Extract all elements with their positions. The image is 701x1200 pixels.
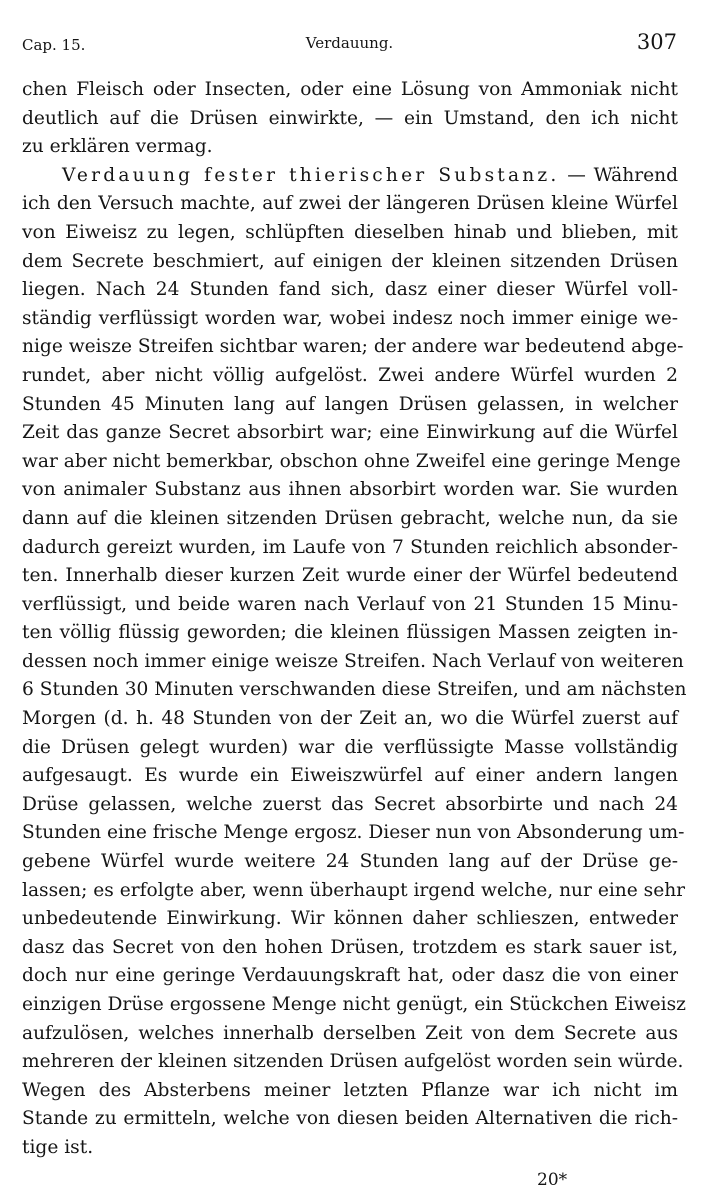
text-line: rundet, aber nicht völlig aufgelöst. Zwei andere Würfel wurden 2 <box>22 364 678 386</box>
section-heading-rest: — Während <box>559 164 678 186</box>
text-line: tige ist. <box>22 1136 94 1158</box>
text-line: dem Secrete beschmiert, auf einigen der kleinen sitzenden Drüsen <box>22 250 678 272</box>
signature-mark: 20* <box>537 1170 568 1190</box>
text-line: ten völlig flüssig geworden; die kleinen flüssigen Massen zeigten in- <box>22 622 678 644</box>
text-line: unbedeutende Einwirkung. Wir können daher schlieszen, entweder <box>22 908 678 930</box>
running-header <box>22 30 677 60</box>
text-line: aufzulösen, welches innerhalb derselben Zeit von dem Secrete aus <box>22 1022 678 1044</box>
text-line: Stunden eine frische Menge ergosz. Dieser nun von Absonderung um- <box>22 822 685 844</box>
text-line: mehreren der kleinen sitzenden Drüsen aufgelöst worden sein würde. <box>22 1051 684 1073</box>
body-text <box>22 76 687 1163</box>
text-line: zu erklären vermag. <box>22 136 213 158</box>
text-line: Morgen (d. h. 48 Stunden von der Zeit an, wo die Würfel zuerst auf <box>22 708 678 730</box>
section-heading: Verdauung fester thierischer Substanz. <box>62 164 560 186</box>
page-number: 307 <box>636 30 677 54</box>
text-line: einzigen Drüse ergossene Menge nicht genügt, ein Stückchen Eiweisz <box>22 994 686 1015</box>
text-line: lassen; es erfolgte aber, wenn überhaupt irgend welche, nur eine sehr <box>22 879 686 901</box>
text-line: Stunden 45 Minuten lang auf langen Drüsen gelassen, in welcher <box>22 393 678 415</box>
text-line: von animaler Substanz aus ihnen absorbirt worden war. Sie wurden <box>22 479 678 501</box>
text-line: ständig verflüssigt worden war, wobei indesz noch immer einige we- <box>22 307 678 329</box>
chapter-label: Cap. 15. <box>22 36 86 54</box>
text-line: doch nur eine geringe Verdauungskraft hat, oder dasz die von einer <box>22 965 678 987</box>
text-line: gebene Würfel wurde weitere 24 Stunden lang auf der Drüse ge- <box>22 851 678 873</box>
text-line: Stande zu ermitteln, welche von diesen beiden Alternativen die rich- <box>22 1108 678 1130</box>
text-line: war aber nicht bemerkbar, obschon ohne Zweifel eine geringe Menge <box>22 450 681 472</box>
text-line: von Eiweisz zu legen, schlüpften dieselben hinab und blieben, mit <box>22 221 678 243</box>
text-line: ten. Innerhalb dieser kurzen Zeit wurde einer der Würfel bedeutend <box>22 565 678 587</box>
text-line: deutlich auf die Drüsen einwirkte, — ein Umstand, den ich nicht <box>22 107 678 129</box>
text-line: dessen noch immer einige weisze Streifen. Nach Verlauf von weiteren <box>22 650 684 672</box>
text-line: Drüse gelassen, welche zuerst das Secret absorbirte und nach 24 <box>22 793 678 815</box>
text-line: liegen. Nach 24 Stunden fand sich, dasz einer dieser Würfel voll- <box>22 279 678 301</box>
text-line: die Drüsen gelegt wurden) war die verflüssigte Masse vollständig <box>22 736 678 758</box>
text-line: dadurch gereizt wurden, im Laufe von 7 Stunden reichlich absonder- <box>22 536 678 558</box>
text-line: Wegen des Absterbens meiner letzten Pflanze war ich nicht im <box>22 1079 678 1101</box>
text-line: verflüssigt, und beide waren nach Verlauf von 21 Stunden 15 Minu- <box>22 593 678 615</box>
text-line: 6 Stunden 30 Minuten verschwanden diese Streifen, und am nächsten <box>22 679 687 701</box>
text-line: dann auf die kleinen sitzenden Drüsen gebracht, welche nun, da sie <box>22 507 678 529</box>
text-line: aufgesaugt. Es wurde ein Eiweiszwürfel auf einer andern langen <box>22 765 678 787</box>
text-line: ich den Versuch machte, auf zwei der längeren Drüsen kleine Würfel <box>22 193 678 215</box>
text-line: Zeit das ganze Secret absorbirt war; eine Einwirkung auf die Würfel <box>22 422 678 444</box>
text-line: chen Fleisch oder Insecten, oder eine Lösung von Ammoniak nicht <box>22 79 678 100</box>
text-line: nige weisze Streifen sichtbar waren; der andere war bedeutend abge- <box>22 336 684 358</box>
running-title: Verdauung. <box>305 34 394 52</box>
section-heading-line <box>22 162 678 191</box>
text-line: dasz das Secret von den hohen Drüsen, trotzdem es stark sauer ist, <box>22 936 678 958</box>
